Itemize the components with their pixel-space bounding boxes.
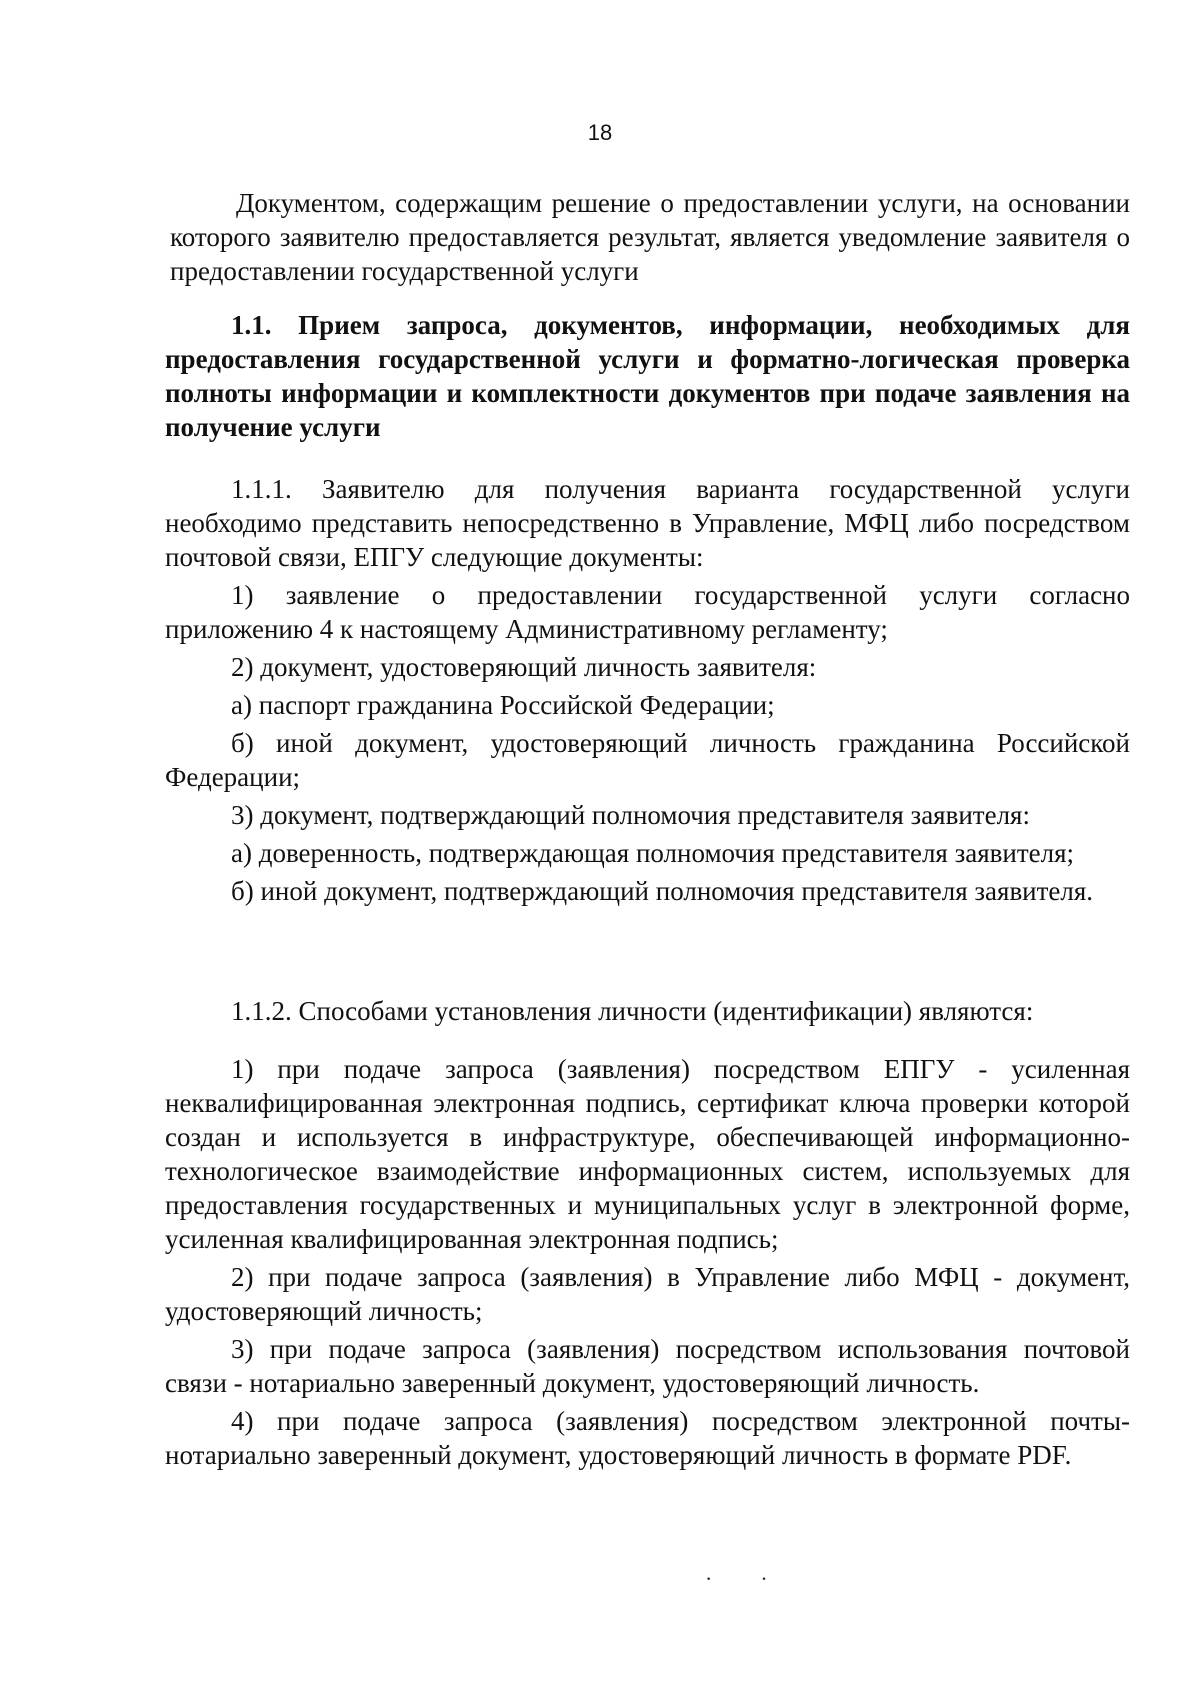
list-item: а) доверенность, подтверждающая полномочия представителя заявителя; [231,838,1075,868]
list-item: 1) заявление о предоставлении государственной услуги согласно приложению 4 к настоящему Административному регламенту; [165,580,1130,644]
list-item: 3) при подаче запроса (заявления) посредством использования почтовой связи - нотариально заверенный документ, удостоверяющий личность. [165,1334,1130,1398]
list-item: а) паспорт гражданина Российской Федерации; [231,690,775,720]
section-1-1-1 [165,472,1130,908]
section-1-1-2 [165,994,1130,1472]
list-item: 3) документ, подтверждающий полномочия представителя заявителя: [231,800,1030,830]
intro-paragraph: Документом, содержащим решение о предоставлении услуги, на основании которого заявителю предоставляется результат, является уведомление заявителя о предоставлении государственной услуги [170,188,1130,286]
section-heading: 1.1. Прием запроса, документов, информации, необходимых для предоставления государственной услуги и форматно-логическая проверка полноты информации и комплектности документов при подаче заявления на получение услуги [165,310,1130,442]
list-item: б) иной документ, подтверждающий полномочия представителя заявителя. [231,876,1094,906]
scan-artifact-marks: ·· [705,1566,816,1591]
list-item: 2) документ, удостоверяющий личность заявителя: [231,652,817,682]
list-item: 2) при подаче запроса (заявления) в Управление либо МФЦ - документ, удостоверяющий личность; [165,1262,1130,1326]
section-1-1-1-lead: 1.1.1. Заявителю для получения варианта государственной услуги необходимо представить непосредственно в Управление, МФЦ либо посредством почтовой связи, ЕПГУ следующие документы: [165,474,1130,572]
list-item: 4) при подаче запроса (заявления) посредством электронной почты-нотариально заверенный документ, удостоверяющий личность в формате PDF. [165,1406,1130,1470]
list-item: б) иной документ, удостоверяющий личность гражданина Российской Федерации; [165,728,1130,792]
list-item: 1) при подаче запроса (заявления) посредством ЕПГУ - усиленная неквалифицированная электронная подпись, сертификат ключа проверки которой создан и используется в инфраструктуре, обеспечивающей информационно-технологическое взаимодействие информационных систем, используемых для предоставления государственных и муниципальных услуг в электронной форме, усиленная квалифицированная электронная подпись; [165,1054,1130,1254]
intro-block [170,186,1130,288]
section-1-1-2-lead: 1.1.2. Способами установления личности (идентификации) являются: [231,996,1034,1026]
section-heading-block [165,308,1130,444]
page-number: 18 [587,120,613,145]
